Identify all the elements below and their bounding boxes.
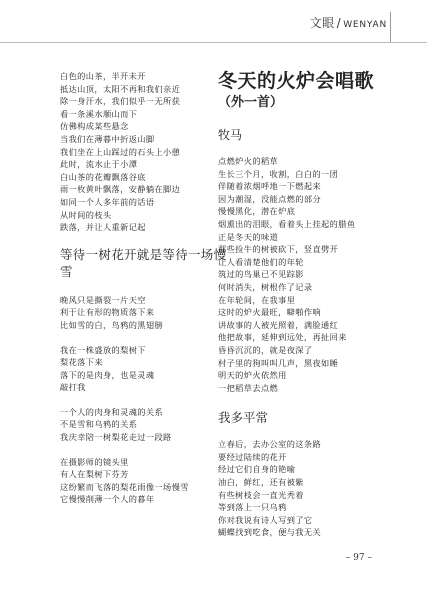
poem-line: 利于让有形的物质落下来 [60, 307, 155, 318]
poem-line: 筑过的鸟巢已不见踪影 [218, 269, 304, 280]
poem-line: 一把稻草去点燃 [218, 382, 279, 393]
poem-line: 我在一株盛放的梨树下 [60, 344, 146, 355]
poem-line: 你对我说有诗人写到了它 [218, 514, 313, 525]
poem-line: 落下的是肉身，也是灵魂 [60, 369, 155, 380]
stanza [60, 294, 235, 332]
stanza [218, 438, 393, 539]
poem-line: 一个人的肉身和灵魂的关系 [60, 406, 164, 417]
poem-line: 等到落上一只乌鸦 [218, 502, 287, 513]
stanza [60, 344, 235, 394]
poem-line: 立春后，去办公室的这条路 [218, 439, 322, 450]
poem-line: 因为潮湿，没能点燃的部分 [218, 193, 322, 204]
poem-line: 仿佛构成某些悬念 [60, 121, 129, 132]
poem-line: 油白，鲜红，还有被紫 [218, 477, 304, 488]
poem-line: 不是雪和乌鸦的关系 [60, 419, 138, 430]
poem-line: 蝴蝶找到吃食，便与我无关 [218, 527, 322, 538]
poem-line: 慢慢黑化，潜在炉底 [218, 206, 296, 217]
poem-line: 昏昏沉沉的，就是夜深了 [218, 344, 313, 355]
poem-line: 敲打我 [60, 382, 86, 393]
section-header [310, 14, 387, 31]
poem-subtitle: （外一首） [218, 95, 284, 110]
poem-line: 烟熏出的泪眼，看着头上挂起的腊鱼 [218, 218, 356, 229]
left-column [60, 70, 235, 518]
poem-line: 我庆幸陪一树梨花走过一段路 [60, 432, 172, 443]
right-column [218, 70, 393, 551]
poem-title: 等待一树花开就是等待一场慢雪 [60, 246, 227, 279]
poem-line: 它慢慢削薄一个人的暮年 [60, 494, 155, 505]
stanza [60, 406, 235, 444]
poem-line: 白色的山茶，半开未开 [60, 71, 146, 81]
poem-main-title: 冬天的火炉会唱歌 [218, 70, 375, 92]
page-number: – 97 – [345, 553, 372, 563]
poem-line: 有人在梨树下芬芳 [60, 469, 129, 480]
section-name-en: WENYAN [343, 20, 387, 30]
poem-line: 有些树枝会一直光秃着 [218, 489, 304, 500]
poem-line: 要经过陆续的花开 [218, 451, 287, 462]
author-name: 牧马 [218, 128, 243, 142]
poem-line: 那些捡牛的树被砍下，竖直劈开 [218, 244, 339, 255]
poem-line: 梨花落下来 [60, 357, 103, 368]
poem-line: 明天的炉火依然用 [218, 370, 287, 381]
stanza [218, 155, 393, 394]
poem-line: 生长三个月，收割，白白的一团 [218, 168, 339, 179]
poem-line: 如同一个人多年前的话语 [60, 196, 155, 207]
poem-line: 在摄影师的镜头里 [60, 456, 129, 467]
poem-line: 让人看清楚他们的年轮 [218, 256, 304, 267]
poem-line: 比如雪的白，鸟鸦的黑翅膀 [60, 319, 164, 330]
poem-line: 跌落，并让人重新记起 [60, 222, 146, 233]
poem-line: 我们坐在上山踩过的石头上小憩 [60, 146, 181, 157]
header-rule [0, 42, 427, 43]
poem-line: 这纷繁而飞落的梨花雨像一场慢雪 [60, 481, 189, 492]
poem-line: 看一条溪水顺山而下 [60, 108, 138, 119]
poem-line: 雨一枚黄叶飘落，安静躺在脚边 [60, 184, 181, 195]
header-separator: / [336, 16, 342, 30]
poem-line: 当我们在薄暮中折返山脚 [60, 133, 155, 144]
poem-line: 他把故事，延伸到远处，再扯回来 [218, 332, 347, 343]
poem-line: 晚风只是撕裂一片天空 [60, 294, 146, 305]
header-tick-line [390, 12, 391, 42]
poem-line: 这时的炉火最旺，噼啪作响 [218, 307, 322, 318]
stanza [60, 456, 235, 506]
poem-title: 我多平常 [218, 410, 269, 426]
poem-line: 经过它们自身的艳喻 [218, 464, 296, 475]
poem-line: 村子里的狗叫叫几声，黑夜如睡 [218, 357, 339, 368]
poem-line: 正是冬天的味道 [218, 231, 279, 242]
poem-line: 此时，流水止于小潭 [60, 159, 138, 170]
poem-line: 何时消失，树根作了记录 [218, 281, 313, 292]
stanza [60, 70, 235, 234]
poem-line: 白山茶的花瓣飘落谷底 [60, 171, 146, 182]
poem-line: 讲故事的人被光照着，满脸通红 [218, 319, 339, 330]
poem-line: 伴随着浓烟呼地一下燃起来 [218, 181, 322, 192]
poem-line: 除一身汗水，我们似乎一无所获 [60, 96, 181, 107]
poem-line: 抵达山顶，太阳不再和我们亲近 [60, 83, 181, 94]
section-name-cn: 文眼 [309, 16, 335, 30]
poem-line: 在年轮间，在我事里 [218, 294, 296, 305]
poem-line: 点燃炉火的稻草 [218, 156, 279, 166]
poem-line: 从时间的枝头 [60, 209, 112, 220]
